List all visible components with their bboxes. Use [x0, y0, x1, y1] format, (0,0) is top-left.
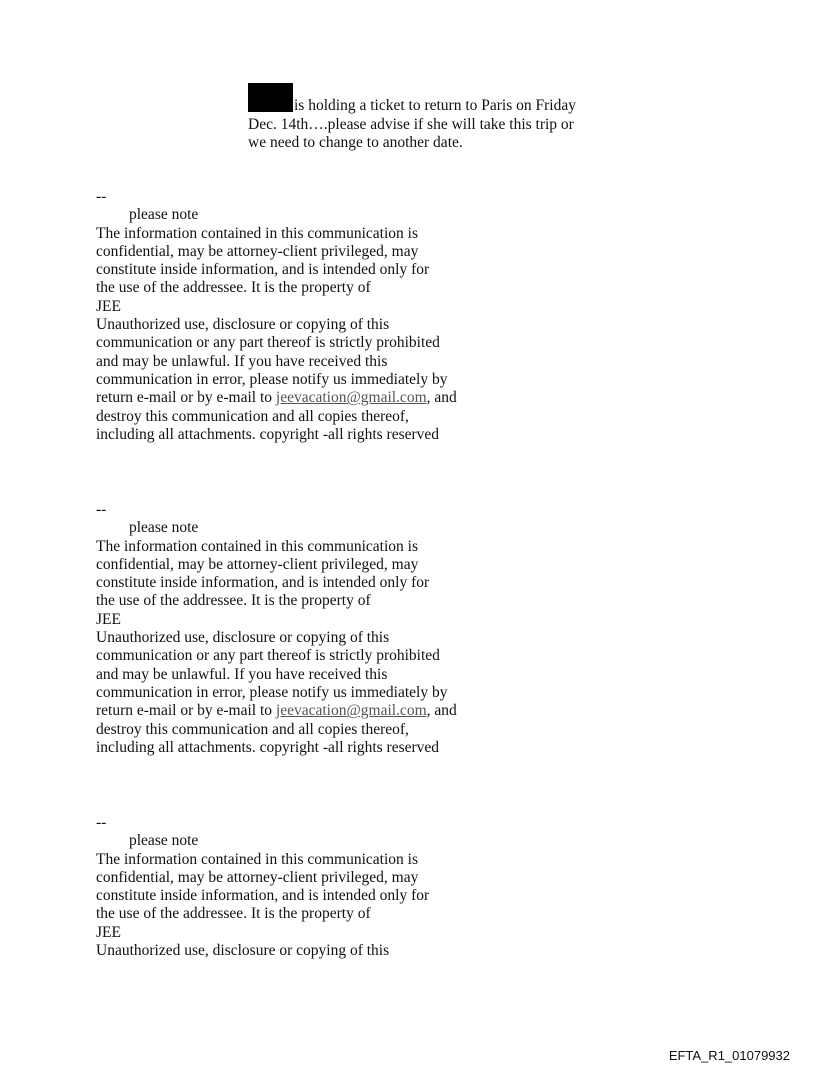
disclaimer-owner: JEE	[96, 297, 121, 315]
disclaimer-owner: JEE	[96, 923, 121, 941]
disclaimer-note-label: please note	[129, 206, 199, 224]
disclaimer-line: Unauthorized use, disclosure or copying of this	[96, 629, 390, 647]
email-link[interactable]: jeevacation@gmail.com	[275, 702, 427, 720]
message-line-1	[248, 83, 608, 116]
redaction-box	[248, 83, 293, 112]
disclaimer-line: destroy this communication and all copies thereof,	[96, 407, 409, 425]
disclaimer-line: communication or any part thereof is strictly prohibited	[96, 334, 440, 352]
disclaimer-line: including all attachments. copyright -all rights reserved	[96, 738, 440, 756]
disclaimer-line: Unauthorized use, disclosure or copying of this	[96, 942, 390, 960]
disclaimer-block	[96, 501, 496, 757]
disclaimer-line: destroy this communication and all copies thereof,	[96, 720, 409, 738]
disclaimer-note-label: please note	[129, 519, 199, 537]
disclaimer-line: The information contained in this communication is	[96, 224, 418, 242]
signature-separator: --	[96, 188, 107, 205]
message-line-2: Dec. 14th….please advise if she will take this trip or	[248, 115, 574, 133]
message-line-3: we need to change to another date.	[248, 134, 463, 151]
disclaimer-line: The information contained in this communication is	[96, 850, 418, 868]
disclaimer-line: confidential, may be attorney-client privileged, may	[96, 868, 419, 886]
disclaimer-line: and may be unlawful. If you have received this	[96, 665, 388, 683]
document-id: EFTA_R1_01079932	[668, 1048, 790, 1063]
disclaimer-email-line	[96, 389, 496, 407]
message-body	[248, 83, 608, 153]
disclaimer-line: the use of the addressee. It is the property of	[96, 905, 371, 923]
disclaimer-block	[96, 814, 496, 960]
signature-separator: --	[96, 501, 107, 518]
disclaimer-note-label: please note	[129, 832, 199, 850]
disclaimer-line: constitute inside information, and is intended only for	[96, 261, 430, 279]
disclaimer-text: return e-mail or by e-mail to	[96, 702, 276, 720]
disclaimer-text: , and	[426, 389, 457, 407]
disclaimer-line: constitute inside information, and is intended only for	[96, 574, 430, 592]
disclaimer-line: communication in error, please notify us immediately by	[96, 683, 448, 701]
disclaimer-line: the use of the addressee. It is the property of	[96, 592, 371, 610]
disclaimer-line: and may be unlawful. If you have received this	[96, 352, 388, 370]
message-line-1-text: is holding a ticket to return to Paris on Friday	[294, 97, 576, 114]
disclaimer-line: The information contained in this communication is	[96, 537, 418, 555]
disclaimer-line: the use of the addressee. It is the property of	[96, 279, 371, 297]
disclaimer-text: , and	[426, 702, 457, 720]
disclaimer-line: communication or any part thereof is strictly prohibited	[96, 647, 440, 665]
disclaimer-line: communication in error, please notify us immediately by	[96, 370, 448, 388]
email-link[interactable]: jeevacation@gmail.com	[275, 389, 427, 407]
disclaimer-email-line	[96, 702, 496, 720]
signature-separator: --	[96, 814, 107, 831]
disclaimer-owner: JEE	[96, 610, 121, 628]
disclaimer-line: including all attachments. copyright -all rights reserved	[96, 425, 440, 443]
disclaimer-line: constitute inside information, and is intended only for	[96, 887, 430, 905]
disclaimer-text: return e-mail or by e-mail to	[96, 389, 276, 407]
disclaimer-line: confidential, may be attorney-client privileged, may	[96, 242, 419, 260]
disclaimer-block	[96, 188, 496, 444]
disclaimer-line: Unauthorized use, disclosure or copying of this	[96, 316, 390, 334]
disclaimer-line: confidential, may be attorney-client privileged, may	[96, 555, 419, 573]
